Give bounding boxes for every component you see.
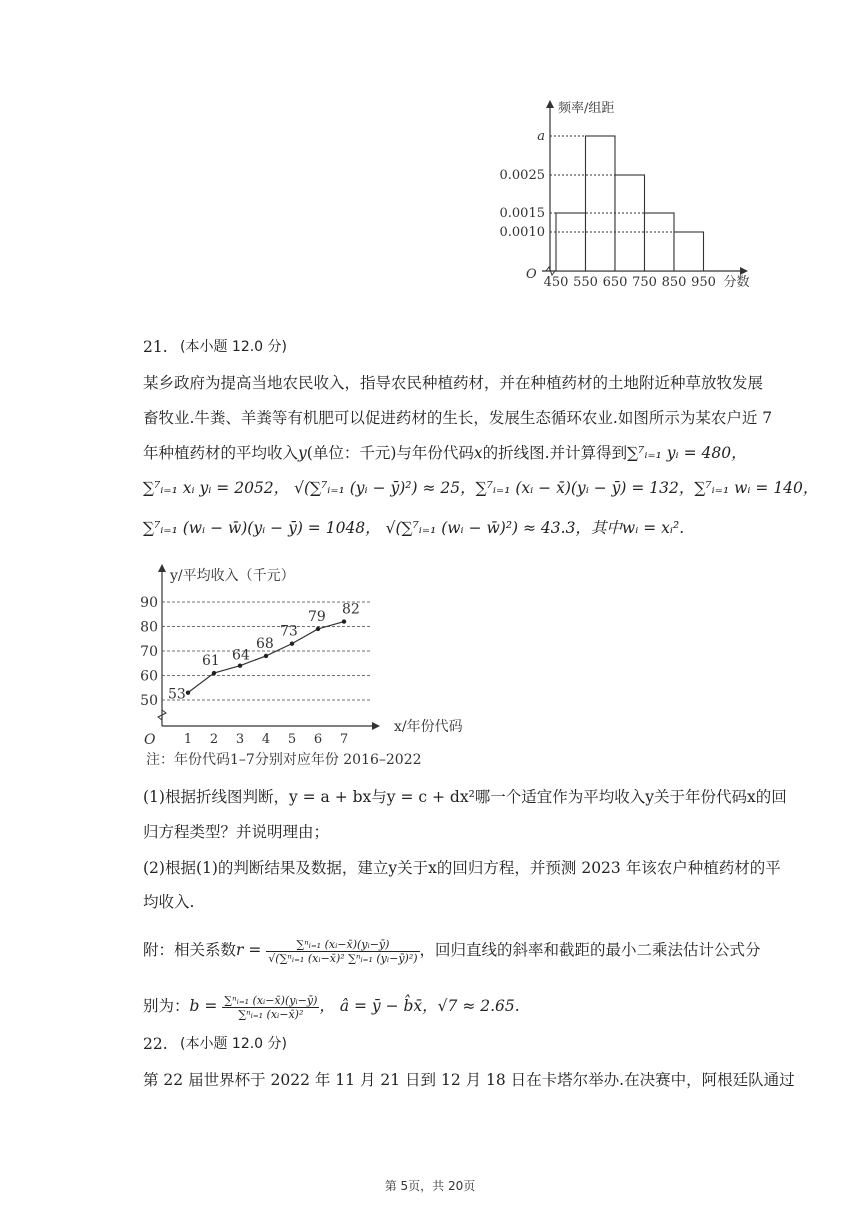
origin-label: O (526, 267, 537, 282)
data-label: 64 (232, 647, 250, 664)
q21-appendix-line2: 别为：b = $\frac{\text{∑ⁿᵢ₌₁ (xᵢ−x̄)(yᵢ−ȳ)}}{\text{∑ⁿᵢ₌₁ (xᵢ−x̄)²}}$ ， â = ȳ − b̂x̄，√7 ≈ 2.65. (143, 993, 520, 1021)
x-tick-label: 2 (209, 732, 219, 747)
data-label: 79 (308, 608, 326, 625)
x-tick-label: 7 (339, 732, 349, 747)
origin-label: O (144, 732, 156, 748)
x-tick-label: 6 (313, 732, 323, 747)
histogram-bar (674, 232, 704, 271)
x-tick-label: 650 (602, 275, 628, 290)
histogram-chart (480, 98, 760, 298)
y-tick-label: 0.0015 (499, 206, 545, 221)
y-axis-arrow (158, 564, 166, 572)
q21-appendix-line1: 附：相关系数r = $\frac{\text{∑ⁿᵢ₌₁ (xᵢ−x̄)(yᵢ−ȳ)}}{\text{√(∑ⁿᵢ₌₁ (xᵢ−x̄)² ∑ⁿᵢ₌₁ (yᵢ−ȳ)²)}}$ ，回归直线的斜率和截距的最小二乘法估计公式分 (143, 937, 761, 965)
sum-yi: ∑⁷ᵢ₌₁ yᵢ = 480， (627, 444, 747, 462)
x-tick-label: 4 (261, 732, 271, 747)
x-tick-label: 550 (573, 275, 598, 290)
y-axis-arrow (546, 100, 554, 108)
y-tick-label: 0.0010 (499, 225, 545, 240)
y-tick-label: a (537, 129, 545, 144)
x-tick-label: 450 (543, 275, 569, 290)
x-tick-label: 3 (235, 732, 245, 747)
y-tick-label: 0.0025 (499, 168, 545, 183)
x-tick-label: 950 (691, 275, 716, 290)
q22-line1: 第 22 届世界杯于 2022 年 11 月 21 日到 12 月 18 日在卡塔尔举办.在决赛中，阿根廷队通过 (143, 1071, 795, 1089)
data-label: 68 (256, 635, 274, 652)
x-tick-label: 1 (183, 732, 193, 747)
x-axis-arrow (372, 722, 380, 730)
y-tick-label: 50 (140, 693, 158, 709)
histogram-bar (586, 136, 616, 271)
data-point (212, 671, 216, 675)
q21-line4: ∑⁷ᵢ₌₁ xᵢ yᵢ = 2052， √(∑⁷ᵢ₌₁ (yᵢ − ȳ)²) ≈ 25，∑⁷ᵢ₌₁ (xᵢ − x̄)(yᵢ − ȳ) = 132，∑⁷ᵢ₌₁ wᵢ = 140， (143, 479, 819, 497)
q21-part2-line2: 均收入. (143, 893, 195, 911)
q22-header: (本小题 12.0 分) (180, 1036, 287, 1052)
q22-number: 22. (143, 1035, 168, 1053)
y-tick-label: 80 (140, 619, 158, 636)
histogram-bar (615, 175, 645, 271)
x-axis-arrow (740, 267, 748, 275)
data-label: 73 (280, 623, 298, 640)
slope-fraction: $\frac{\text{∑ⁿᵢ₌₁ (xᵢ−x̄)(yᵢ−ȳ)}}{\text{∑ⁿᵢ₌₁ (xᵢ−x̄)²}}$ (224, 993, 318, 1021)
data-point (316, 627, 320, 631)
q21-para-line2: 畜牧业.牛粪、羊粪等有机肥可以促进药材的生长，发展生态循环农业.如图所示为某农户近 7 (143, 409, 773, 427)
data-point (342, 619, 346, 623)
data-label: 82 (342, 601, 360, 618)
x-tick-label: 5 (287, 732, 297, 747)
y-axis-label: y/平均收入（千元） (170, 568, 295, 584)
data-label: 61 (202, 653, 220, 670)
x-tick-label: 750 (632, 275, 657, 290)
page-footer: 第 5页，共 20页 (384, 1179, 476, 1193)
correlation-fraction: $\frac{\text{∑ⁿᵢ₌₁ (xᵢ−x̄)(yᵢ−ȳ)}}{\text{√(∑ⁿᵢ₌₁ (xᵢ−x̄)² ∑ⁿᵢ₌₁ (yᵢ−ȳ)²)}}$ (268, 937, 418, 965)
q21-part1-line1: (1)根据折线图判断，y = a + bx与y = c + dx²哪一个适宜作为平均收入y关于年份代码x的回 (143, 788, 787, 806)
q21-line5: ∑⁷ᵢ₌₁ (wᵢ − w̄)(yᵢ − ȳ) = 1048， √(∑⁷ᵢ₌₁ (wᵢ − w̄)²) ≈ 43.3，其中wᵢ = xᵢ². (143, 519, 685, 537)
data-label: 53 (168, 686, 186, 703)
q21-number: 21. (143, 338, 168, 356)
chart-note: 注：年份代码1–7分别对应年份 2016–2022 (146, 752, 422, 768)
y-tick-label: 90 (140, 595, 158, 611)
data-point (264, 654, 268, 658)
q21-part1-line2: 归方程类型？并说明理由； (143, 823, 330, 841)
histogram-bar (645, 213, 675, 271)
q21-part2-line1: (2)根据(1)的判断结果及数据，建立y关于x的回归方程，并预测 2023 年该农户种植药材的平 (143, 859, 781, 877)
histogram-bar (556, 213, 586, 271)
q21-para-line1: 某乡政府为提高当地农民收入，指导农民种植药材，并在种植药材的土地附近种草放牧发展 (143, 374, 764, 392)
data-point (186, 690, 190, 694)
y-tick-label: 70 (140, 644, 158, 660)
data-point (290, 641, 294, 645)
y-tick-label: 60 (140, 668, 158, 685)
x-axis-label: 分数 (723, 275, 750, 290)
y-axis-label: 频率/组距 (558, 101, 615, 116)
line-chart (140, 560, 490, 770)
x-axis-label: x/年份代码 (394, 719, 463, 735)
q21-para-line3: 年种植药材的平均收入y(单位：千元)与年份代码x的折线图.并计算得到∑⁷ᵢ₌₁ yᵢ = 480， (143, 444, 747, 462)
data-point (238, 664, 242, 668)
x-tick-label: 850 (661, 275, 687, 290)
q21-header: (本小题 12.0 分) (180, 339, 287, 355)
